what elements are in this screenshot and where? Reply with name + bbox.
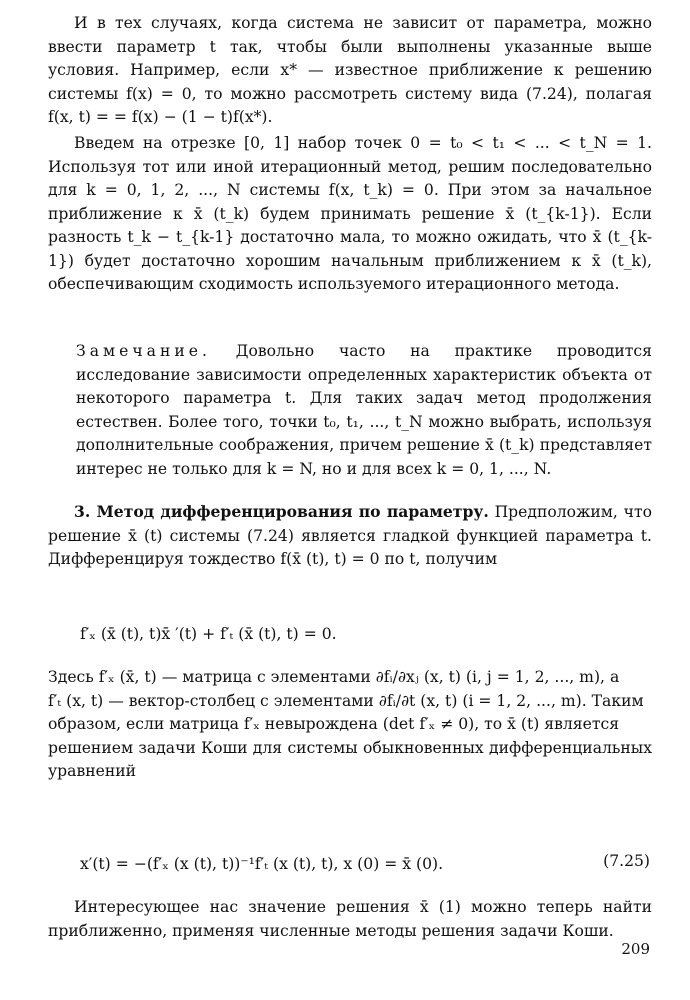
paragraph-parameter-introduction: И в тех случаях, когда система не зависит от параметра, можно ввести параметр t так, чтобы были выполнены указанные выше условия. Например, если x* — известное приближение к решению системы f(x) = 0, то можно рассмотреть систему вида (7.24), полагая f(x, t) = = f(x) − (1 − t)f(x*). — [48, 14, 652, 126]
formula-cauchy-system: x′(t) = −(f′ₓ (x (t), t))⁻¹f′ₜ (x (t), t), x (0) = x̄ (0). — [80, 855, 444, 873]
line-vector-column: f′ₜ (x, t) — вектор-столбец с элементами ∂fᵢ/∂t (x, t) (i = 1, 2, ..., m). Таким — [48, 691, 644, 710]
paragraph-matrix-definition — [48, 666, 652, 784]
section-title: 3. Метод дифференцирования по параметру. — [74, 502, 489, 521]
line-matrix-elements: Здесь f′ₓ (x̄, t) — матрица с элементами ∂fᵢ/∂xⱼ (x, t) (i, j = 1, 2, ..., m), а — [48, 668, 620, 686]
section-text: Предположим, что решение x̄ (t) системы (7.24) является гладкой функцией параметра t. Дифференцируя тождество f(x̄ (t), t) = 0 по t, получим — [48, 503, 652, 568]
equation-number: (7.25) — [603, 852, 650, 870]
line-cauchy-problem: решением задачи Коши для системы обыкновенных дифференциальных уравнений — [48, 738, 652, 780]
remark-block — [76, 340, 652, 481]
remark-text: Довольно часто на практике проводится исследование зависимости определенных характеристик объекта от некоторого параметра t. Для таких задач метод продолжения естествен. Более того, точки t₀, t₁, ..., t_N можно выбрать, используя дополнительные соображения, причем решение x̄ (t_k) представляет интерес не только для k = N, но и для всех k = 0, 1, ..., N. — [76, 342, 652, 478]
paragraph-final-solution: Интересующее нас значение решения x̄ (1) можно теперь найти приближенно, применяя численные методы решения задачи Коши. — [48, 898, 652, 940]
formula-identity-derivative: f′ₓ (x̄ (t), t)x̄ ′(t) + f′ₜ (x̄ (t), t) = 0. — [80, 625, 337, 643]
section-3-paragraph — [48, 500, 652, 572]
remark-label: Замечание. — [76, 342, 211, 360]
paragraph-point-set: Введем на отрезке [0, 1] набор точек 0 = t₀ < t₁ < ... < t_N = 1. Используя тот или иной итерационный метод, решим последовательно для k = 0, 1, 2, ..., N системы f(x, t_k) = 0. При этом за начальное приближение к x̄ (t_k) будем принимать решение x̄ (t_{k-1}). Если разность t_k − t_{k-1} достаточно мала, то можно ожидать, что x̄ (t_{k-1}) будет достаточно хорошим начальным приближением к x̄ (t_k), обеспечивающим сходимость используемого итерационного метода. — [48, 134, 652, 293]
page-number: 209 — [621, 940, 650, 958]
line-nondegenerate: образом, если матрица f′ₓ невырождена (det f′ₓ ≠ 0), то x̄ (t) является — [48, 715, 620, 733]
